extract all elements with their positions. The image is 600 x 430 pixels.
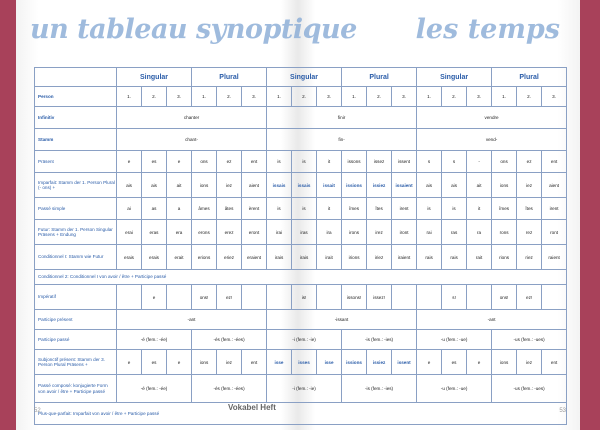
imperatif-cell [542, 285, 567, 310]
row-label: Passé simple [35, 198, 117, 220]
ending-cell: iez [217, 173, 242, 198]
imperatif-cell: is! [292, 285, 317, 310]
ending-cell: ais [117, 173, 142, 198]
page-number-left: 52 [34, 408, 41, 414]
passe-compose-cell: -é (fem.: -ée) [117, 375, 192, 403]
infinitiv-row [35, 107, 567, 129]
subjonctif-cell: es [142, 350, 167, 375]
ending-cell: âtes [217, 198, 242, 220]
ending-cell: irons [342, 220, 367, 245]
row-label-passe-compose: Passé composé: konjugierte Form von avoir / être + Participe passé [35, 375, 117, 403]
ending-cell: e [117, 151, 142, 173]
table-row [35, 173, 567, 198]
person-number-cell: 1. [117, 87, 142, 107]
table-row [35, 245, 567, 270]
row-label: Präsent [35, 151, 117, 173]
ending-cell: s [442, 151, 467, 173]
ending-cell: ez [217, 151, 242, 173]
ending-cell: ions [492, 173, 517, 198]
table-row [35, 151, 567, 173]
subjonctif-cell: ions [492, 350, 517, 375]
ending-cell: issais [292, 173, 317, 198]
ending-cell: raient [542, 245, 567, 270]
ending-cell: irions [342, 245, 367, 270]
book-spine-left [0, 0, 16, 430]
table-row [35, 198, 567, 220]
infinitiv-cell: chanter [117, 107, 267, 129]
imperatif-cell [392, 285, 417, 310]
passe-compose-cell: -us (fem.: -ues) [492, 375, 567, 403]
row-label-participe-present: Participe présent [35, 310, 117, 330]
imperatif-cell [467, 285, 492, 310]
row-label-imperatif: Impératif [35, 285, 117, 310]
ending-cell: issez [367, 151, 392, 173]
person-number-cell: 2. [142, 87, 167, 107]
ending-cell: erions [192, 245, 217, 270]
tense-rows [35, 151, 567, 270]
participe-present-cell: -issant [267, 310, 417, 330]
passe-compose-cell: -i (fem.: -ie) [267, 375, 342, 403]
person-row [35, 87, 567, 107]
imperatif-cell [167, 285, 192, 310]
row-label-stamm: Stamm [35, 129, 117, 151]
ending-cell: rions [492, 245, 517, 270]
ending-cell: aient [542, 173, 567, 198]
subjonctif-cell: ions [192, 350, 217, 375]
imperatif-cell: e [142, 285, 167, 310]
plus-que-parfait-row [35, 403, 567, 425]
page-title-left: un tableau synoptique [30, 14, 357, 45]
subjonctif-cell: e [117, 350, 142, 375]
ending-cell: issons [342, 151, 367, 173]
ending-cell: irent [542, 198, 567, 220]
subjonctif-cell: es [442, 350, 467, 375]
ending-cell: ais [142, 173, 167, 198]
ending-cell: ait [467, 173, 492, 198]
ending-cell: riez [517, 245, 542, 270]
stamm-cell: vend- [417, 129, 567, 151]
person-number-cell: 1. [417, 87, 442, 107]
ending-cell: irais [267, 245, 292, 270]
group-header: Plural [492, 68, 567, 87]
group-header: Singular [417, 68, 492, 87]
book-spine-right [580, 0, 600, 430]
ending-cell: irai [267, 220, 292, 245]
ending-cell: ions [192, 173, 217, 198]
ending-cell: is [417, 198, 442, 220]
imperatif-cell [242, 285, 267, 310]
imperatif-cell: issons! [342, 285, 367, 310]
subjonctif-cell: e [167, 350, 192, 375]
imperatif-cell: ez! [517, 285, 542, 310]
passe-compose-row [35, 375, 567, 403]
row-label-participe-passe: Participe passé [35, 330, 117, 350]
ending-cell: îmes [492, 198, 517, 220]
subjonctif-row [35, 350, 567, 375]
ending-cell: ais [417, 173, 442, 198]
ending-cell: is [267, 151, 292, 173]
ending-cell: eront [242, 220, 267, 245]
stamm-cell: fin- [267, 129, 417, 151]
ending-cell: irait [317, 245, 342, 270]
subjonctif-cell: ent [542, 350, 567, 375]
subjonctif-cell: iez [517, 350, 542, 375]
participe-passe-cell: -u (fem.: -ue) [417, 330, 492, 350]
ending-cell: iriez [367, 245, 392, 270]
ending-cell: is [442, 198, 467, 220]
person-number-cell: 3. [242, 87, 267, 107]
participe-passe-cell: -us (fem.: -ues) [492, 330, 567, 350]
person-number-cell: 3. [467, 87, 492, 107]
person-number-cell: 1. [492, 87, 517, 107]
ending-cell: ait [167, 173, 192, 198]
ending-cell: ent [542, 151, 567, 173]
subjonctif-cell: ent [242, 350, 267, 375]
imperatif-cell [317, 285, 342, 310]
ending-cell: it [317, 151, 342, 173]
ending-cell: èrent [242, 198, 267, 220]
ending-cell: eriez [217, 245, 242, 270]
ending-cell: ras [442, 220, 467, 245]
imperatif-cell [117, 285, 142, 310]
ending-cell: s [417, 151, 442, 173]
subjonctif-cell: issent [392, 350, 417, 375]
ending-cell: era [167, 220, 192, 245]
ending-cell: iraient [392, 245, 417, 270]
ending-cell: rait [467, 245, 492, 270]
imperatif-cell: issez! [367, 285, 392, 310]
stamm-row [35, 129, 567, 151]
subjonctif-cell: issions [342, 350, 367, 375]
ending-cell: issiez [367, 173, 392, 198]
ending-cell: ai [117, 198, 142, 220]
imperatif-cell: s! [442, 285, 467, 310]
page-title-right: les temps [415, 14, 560, 45]
ending-cell: rez [517, 220, 542, 245]
participe-present-cell: -ant [117, 310, 267, 330]
ending-cell: îtes [517, 198, 542, 220]
ending-cell: issait [317, 173, 342, 198]
ending-cell: rai [417, 220, 442, 245]
ending-cell: is [267, 198, 292, 220]
ending-cell: iront [392, 220, 417, 245]
ending-cell: issions [342, 173, 367, 198]
ending-cell: erais [142, 245, 167, 270]
ending-cell: ais [442, 173, 467, 198]
group-header: Plural [342, 68, 417, 87]
imperatif-row [35, 285, 567, 310]
person-number-cell: 2. [292, 87, 317, 107]
ending-cell: ent [242, 151, 267, 173]
participe-passe-cell: -is (fem.: -ies) [342, 330, 417, 350]
ending-cell: ront [542, 220, 567, 245]
ending-cell: issais [267, 173, 292, 198]
ending-cell: irent [392, 198, 417, 220]
ending-cell: erez [217, 220, 242, 245]
row-label-conditionnel2: Conditionnel 2: Conditionnel I von avoir / être + Participe passé [35, 270, 567, 285]
participe-present-cell: -ant [417, 310, 567, 330]
conjugation-table [34, 67, 567, 425]
imperatif-cell [267, 285, 292, 310]
stamm-cell: chant- [117, 129, 267, 151]
participe-passe-cell: -i (fem.: -ie) [267, 330, 342, 350]
ending-cell: it [317, 198, 342, 220]
subjonctif-cell: isse [317, 350, 342, 375]
group-header: Singular [267, 68, 342, 87]
group-header: Singular [117, 68, 192, 87]
ending-cell: ra [467, 220, 492, 245]
brand-logo: Vokabel Heft [228, 403, 276, 412]
ending-cell: ons [192, 151, 217, 173]
ending-cell: es [142, 151, 167, 173]
ending-cell: îmes [342, 198, 367, 220]
imperatif-cell: ez! [217, 285, 242, 310]
row-label-subjonctif: Subjonctif présent: Stamm der 3. Person Plural Präsens + [35, 350, 117, 375]
conditionnel2-row [35, 270, 567, 285]
person-number-cell: 2. [517, 87, 542, 107]
ending-cell: erons [192, 220, 217, 245]
ending-cell: aient [242, 173, 267, 198]
row-label-person: Person [35, 87, 117, 107]
ending-cell: irez [367, 220, 392, 245]
person-number-cell: 1. [192, 87, 217, 107]
ending-cell: irais [292, 245, 317, 270]
passe-compose-cell: -u (fem.: -ue) [417, 375, 492, 403]
corner-cell [35, 68, 117, 87]
row-label-plus-que-parfait: Plus-que-parfait: Imparfait von avoir / être + Participe passé [35, 403, 567, 425]
imperatif-cell: ons! [192, 285, 217, 310]
ending-cell: iez [517, 173, 542, 198]
row-label: Conditionnel I: Stamm wie Futur [35, 245, 117, 270]
page-number-right: 53 [559, 408, 566, 414]
ending-cell: ons [492, 151, 517, 173]
passe-compose-cell: -is (fem.: -ies) [342, 375, 417, 403]
ending-cell: eraient [242, 245, 267, 270]
ending-cell: ira [317, 220, 342, 245]
ending-cell: rons [492, 220, 517, 245]
subjonctif-cell: isse [267, 350, 292, 375]
ending-cell: e [167, 151, 192, 173]
subjonctif-cell: isses [292, 350, 317, 375]
participe-passe-row [35, 330, 567, 350]
participe-passe-cell: -és (fem.: -ées) [192, 330, 267, 350]
person-number-cell: 2. [217, 87, 242, 107]
ending-cell: eras [142, 220, 167, 245]
ending-cell: rais [417, 245, 442, 270]
row-label-infinitiv: Infinitiv [35, 107, 117, 129]
ending-cell: it [467, 198, 492, 220]
person-number-cell: 3. [542, 87, 567, 107]
ending-cell: is [292, 198, 317, 220]
ending-cell: erait [167, 245, 192, 270]
person-number-cell: 1. [342, 87, 367, 107]
participe-passe-cell: -é (fem.: -ée) [117, 330, 192, 350]
infinitiv-cell: vendre [417, 107, 567, 129]
person-number-cell: 3. [167, 87, 192, 107]
person-number-cell: 2. [367, 87, 392, 107]
subjonctif-cell: e [467, 350, 492, 375]
ending-cell: issaient [392, 173, 417, 198]
table-row [35, 220, 567, 245]
group-header: Plural [192, 68, 267, 87]
imperatif-cell [417, 285, 442, 310]
ending-cell: erais [117, 245, 142, 270]
participe-present-row [35, 310, 567, 330]
ending-cell: erai [117, 220, 142, 245]
imperatif-cell: ons! [492, 285, 517, 310]
ending-cell: issent [392, 151, 417, 173]
person-number-cell: 2. [442, 87, 467, 107]
ending-cell: ez [517, 151, 542, 173]
ending-cell: iras [292, 220, 317, 245]
subjonctif-cell: e [417, 350, 442, 375]
ending-cell: rais [442, 245, 467, 270]
ending-cell: a [167, 198, 192, 220]
infinitiv-cell: finir [267, 107, 417, 129]
person-number-cell: 1. [267, 87, 292, 107]
group-header-row [35, 68, 567, 87]
row-label: Imparfait: Stamm der 1. Person Plural (- ons) + [35, 173, 117, 198]
ending-cell: is [292, 151, 317, 173]
row-label: Futur: Stamm der 1. Person Singular Präsens + Endung [35, 220, 117, 245]
subjonctif-cell: iez [217, 350, 242, 375]
ending-cell: as [142, 198, 167, 220]
ending-cell: - [467, 151, 492, 173]
subjonctif-cell: issiez [367, 350, 392, 375]
passe-compose-cell: -és (fem.: -ées) [192, 375, 267, 403]
person-number-cell: 3. [317, 87, 342, 107]
ending-cell: âmes [192, 198, 217, 220]
ending-cell: îtes [367, 198, 392, 220]
person-number-cell: 3. [392, 87, 417, 107]
